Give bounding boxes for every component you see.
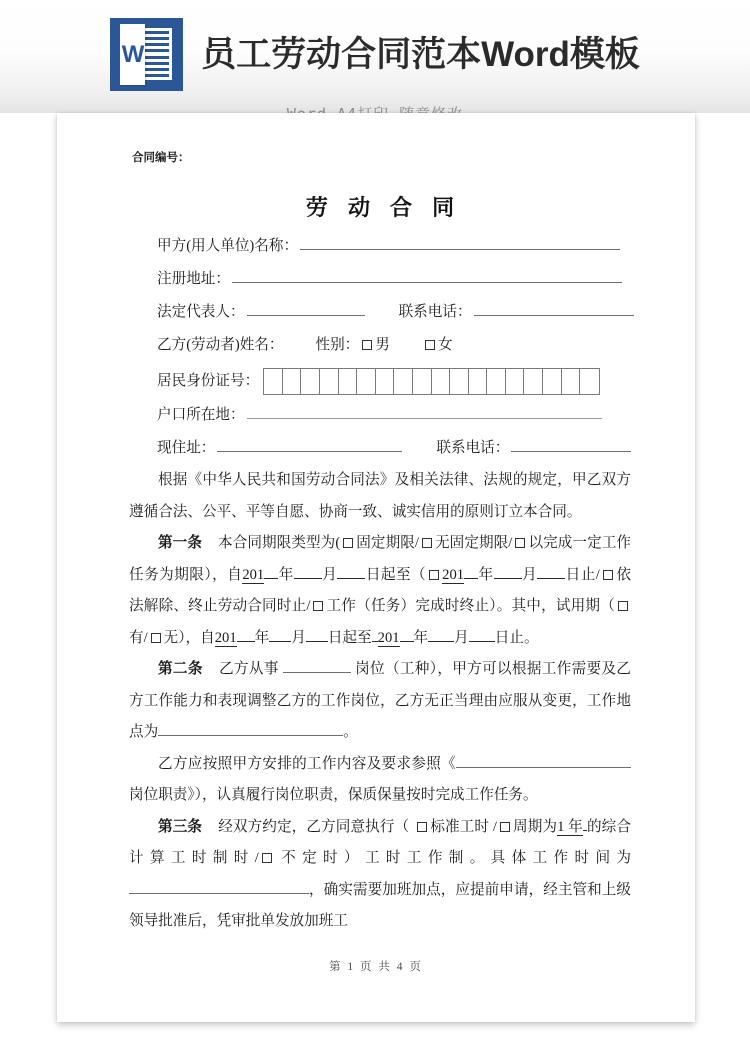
id-number-cell[interactable] [264,369,283,394]
article-1-opt3: 以完成一定工作任务为期限），自 [129,535,631,583]
article-1-year-4: 年 [413,629,429,646]
field-register-address [129,263,631,296]
article-3-opt1: 标准工时 / [430,818,497,835]
article-1-year-2: 年 [478,566,494,583]
article-1-end-year[interactable]: 201 [442,566,465,583]
article-1-fixed-term-checkbox[interactable] [343,538,353,548]
article-3-t3: ，确实需要加班加点，应提前申请，经主管和上级领导批准后，凭审批单发放加班工 [129,881,631,929]
article-2-p2b: 岗位职责》），认真履行岗位职责，保质保量按时完成工作任务。 [129,787,538,803]
field-party-b-row [129,329,631,362]
id-number-cell[interactable] [524,369,543,394]
article-1-dayend: 日止/ [565,566,600,583]
article-3-heading: 第三条 [158,818,203,835]
id-number-cell[interactable] [357,369,376,394]
article-2-heading: 第二条 [158,661,203,677]
article-1-paragraph [129,528,631,654]
current-address-label: 现住址： [157,440,216,456]
article-2-worksite-blank[interactable] [158,721,343,736]
gender-male-checkbox[interactable] [362,340,372,350]
article-1-t3: 工作（任务）完成时终止）。其中，试用期（ [326,598,615,614]
article-3-t2: 的综合计算工时制时/ [129,818,631,866]
party-a-name-label: 甲方(用人单位)名称： [157,238,299,254]
article-1-probation-start-year[interactable]: 201 [214,629,237,646]
article-3-flexible-hours-checkbox[interactable] [262,853,272,863]
article-2-duty-doc-blank[interactable] [456,753,631,768]
word-logo-lines [143,31,169,77]
id-number-cell[interactable] [469,369,488,394]
household-address-label: 户口所在地： [157,407,245,423]
field-legal-rep-row [129,296,631,329]
field-current-address-row [129,432,631,465]
id-number-cell[interactable] [506,369,525,394]
register-address-blank[interactable] [232,268,622,283]
party-b-phone-blank[interactable] [511,437,631,452]
word-logo-letter: W [121,40,144,68]
gender-male-label: 男 [375,337,390,353]
field-id-number [129,368,631,395]
article-3-cycle-hours-checkbox[interactable] [500,822,510,832]
article-3-worktime-blank[interactable] [129,879,309,894]
id-number-cell[interactable] [580,369,599,394]
article-1-t2: 依法解除、终止劳动合同时止/ [129,566,631,614]
article-1-month-4: 月 [454,629,469,646]
article-1-legal-end-checkbox[interactable] [603,570,613,580]
party-b-phone-label: 联系电话： [436,440,510,456]
word-logo-icon [110,18,183,91]
document-title: 劳 动 合 同 [305,195,462,220]
id-number-cell[interactable] [562,369,581,394]
article-3-opt3: 不定时）工时工作制。具体工作时间为 [274,850,631,866]
article-2-t2: 岗位（工种），甲方可以根据工作需要及乙方工作能力和表现调整乙方的工作岗位，乙方无正当理由应服从变更，工作地点为 [129,661,631,740]
article-2-p2a: 乙方应按照甲方安排的工作内容及要求参照《 [158,755,456,772]
id-number-label: 居民身份证号： [157,373,260,390]
article-1-opt-no: 无）， [163,629,201,646]
id-number-cell[interactable] [394,369,413,394]
article-2-t1: 乙方从事 [218,661,279,677]
id-number-boxes[interactable] [263,368,600,395]
gender-label: 性别： [315,337,360,353]
article-1-t1: 本合同期限类型为( [217,535,341,551]
article-1-month-2: 月 [521,566,538,583]
article-1-month-1: 月 [321,566,338,583]
party-b-name-label: 乙方(劳动者)姓名： [157,337,284,353]
id-number-cell[interactable] [432,369,451,394]
id-number-cell[interactable] [301,369,320,394]
field-party-a-name [129,230,631,263]
current-address-blank[interactable] [217,437,402,452]
field-household-address [129,399,631,432]
id-number-cell[interactable] [450,369,469,394]
banner-title: 员工劳动合同范本Word模板 [201,35,640,74]
article-3-period-value[interactable]: 1 年 [557,818,583,835]
article-1-probation-yes-checkbox[interactable] [618,601,628,611]
article-1-year-3: 年 [254,629,270,646]
article-1-task-term-checkbox[interactable] [515,538,525,548]
party-a-phone-label: 联系电话： [398,304,472,320]
article-3-opt2: 周期为 [512,818,558,835]
id-number-cell[interactable] [543,369,562,394]
article-3-t1: 经双方约定，乙方同意执行（ [218,818,410,835]
contract-number-label: 合同编号： [132,152,190,164]
article-1-month-3: 月 [291,629,306,646]
document-page [57,113,695,1022]
article-1-nonfixed-term-checkbox[interactable] [422,538,432,548]
id-number-cell[interactable] [487,369,506,394]
gender-female-label: 女 [437,337,453,353]
article-1-enddate-checkbox[interactable] [429,570,439,580]
article-1-t4: 自 [200,629,215,646]
article-1-opt2: 无固定期限/ [434,535,513,551]
article-3-paragraph [129,812,631,938]
article-1-dayto: 日起至（ [365,566,427,583]
article-3-standard-hours-checkbox[interactable] [417,822,427,832]
id-number-cell[interactable] [320,369,339,394]
gender-female-checkbox[interactable] [425,340,435,350]
article-1-heading: 第一条 [158,535,202,551]
banner-title-row [110,18,640,91]
article-2-position-blank[interactable] [283,658,351,673]
article-1-opt1: 固定期限/ [356,535,419,551]
id-number-cell[interactable] [283,369,302,394]
article-1-probation-end-year[interactable]: 201 [377,629,400,646]
id-number-cell[interactable] [376,369,395,394]
article-1-probation-no-checkbox[interactable] [151,633,161,643]
page-footer: 第 1 页 共 4 页 [329,961,423,973]
article-2-t3: 。 [343,724,358,740]
legal-rep-blank[interactable] [247,301,365,316]
register-address-label: 注册地址： [157,271,230,287]
id-number-cell[interactable] [339,369,358,394]
article-1-task-done-checkbox[interactable] [313,601,323,611]
article-1-start-year[interactable]: 201 [242,566,265,583]
article-1-opt-yes: 有/ [129,629,148,646]
article-1-year-1: 年 [278,566,294,583]
party-a-phone-blank[interactable] [474,301,634,316]
document-body [129,149,631,938]
preamble-paragraph: 根据《中华人民共和国劳动合同法》及相关法律、法规的规定，甲乙双方遵循合法、公平、平等自愿、协商一致、诚实信用的原则订立本合同。 [129,472,631,520]
article-1-t5: 日起至 [327,629,372,646]
household-address-blank[interactable] [247,404,602,419]
article-1-t6: 日止。 [494,629,539,646]
banner-content [0,18,750,124]
article-2-sub-paragraph [129,749,631,812]
id-number-cell[interactable] [413,369,432,394]
legal-rep-label: 法定代表人： [157,304,245,320]
article-2-paragraph [129,654,631,749]
party-a-name-blank[interactable] [300,235,620,250]
promo-banner [0,0,750,113]
